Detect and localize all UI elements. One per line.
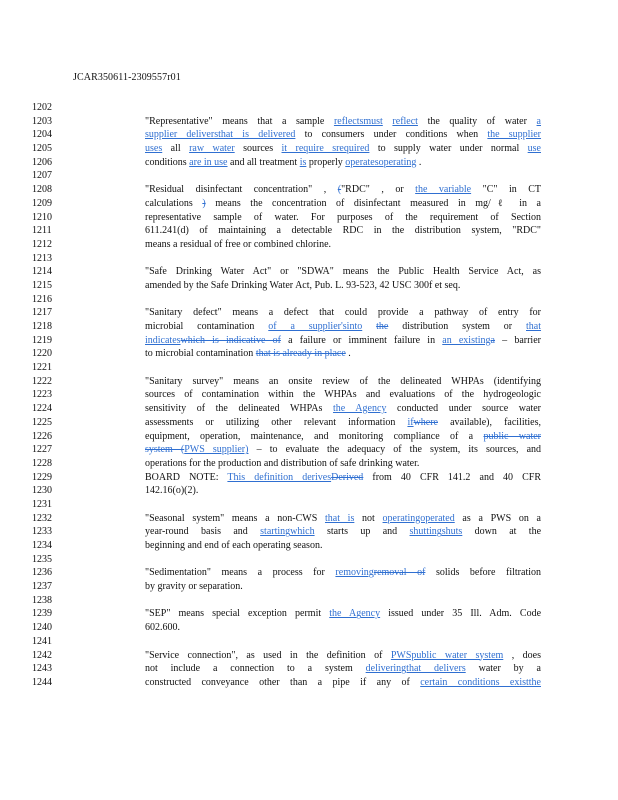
line-number: 1212 <box>32 238 52 250</box>
line-number: 1227 <box>32 444 52 456</box>
text-run: solids before filtration <box>425 567 541 579</box>
inserted-text: it require srequired <box>281 143 370 155</box>
text-line <box>145 416 541 430</box>
line-number: 1202 <box>32 102 52 113</box>
inserted-text: deliveringthat delivers <box>365 663 466 675</box>
inserted-text: the Agency <box>333 403 387 415</box>
text-run: representative sample of water. For purposes of the requirement of Section <box>145 211 541 223</box>
line-number: 1210 <box>32 211 52 223</box>
text-run: by gravity or separation. <box>145 581 243 593</box>
text-line <box>145 580 541 594</box>
line-number: 1237 <box>32 581 52 593</box>
text-run: year-round basis and <box>145 526 261 538</box>
text-line <box>145 265 541 279</box>
blank-line <box>145 498 541 512</box>
inserted-text: removing <box>335 567 374 579</box>
line-number: 1215 <box>32 279 52 291</box>
deleted-text: Derived <box>331 471 364 483</box>
text-run: means a residual of free or combined chlorine. <box>145 238 332 250</box>
text-run: "Sanitary defect" means a defect that could provide a pathway of entry for <box>145 307 541 319</box>
text-line <box>145 676 541 690</box>
text-run: down at the <box>462 526 542 538</box>
blank-line <box>145 361 541 375</box>
text-run: "Seasonal system" means a non-CWS <box>145 512 325 524</box>
blank-line <box>145 101 541 115</box>
text-run: to supply water under normal <box>369 143 528 155</box>
line-number: 1235 <box>32 553 52 565</box>
inserted-text: the supplier <box>487 129 542 141</box>
line-number: 1206 <box>32 156 52 168</box>
text-line <box>145 457 541 471</box>
text-run: sources of contamination within the WHPAs and evaluations of the hydrogeologic <box>145 389 541 401</box>
text-run: microbial contamination <box>145 321 269 332</box>
document-id: JCAR350611-2309557r01 <box>73 72 181 83</box>
text-line <box>145 388 541 402</box>
text-run: "Representative" means that a sample <box>145 115 334 127</box>
text-run: beginning and end of each operating season. <box>145 540 323 551</box>
inserted-text: operatesoperating <box>345 156 417 168</box>
inserted-text: of a supplier'sinto <box>268 321 363 332</box>
line-number: 1220 <box>32 348 52 360</box>
line-number-column <box>32 101 72 690</box>
line-number: 1219 <box>32 334 52 346</box>
line-number: 1236 <box>32 567 52 579</box>
inserted-text: operatingoperated <box>382 512 455 524</box>
blank-line <box>145 169 541 183</box>
text-run: conducted under source water <box>386 403 541 415</box>
deleted-text: public water <box>483 430 541 442</box>
text-line <box>145 115 541 129</box>
text-run: starts up and <box>314 526 410 538</box>
text-run: BOARD NOTE: <box>145 471 228 483</box>
text-line <box>145 279 541 293</box>
deleted-text: removal of <box>373 567 426 579</box>
text-run: conditions <box>145 156 190 168</box>
inserted-text: the Agency <box>329 608 381 620</box>
line-number: 1211 <box>32 225 52 237</box>
line-number: 1225 <box>32 416 52 428</box>
inserted-text: This definition derives <box>227 471 332 483</box>
text-run: . <box>416 156 422 168</box>
line-number: 1218 <box>32 321 52 332</box>
text-run: all <box>162 143 190 155</box>
inserted-text: that is <box>324 512 355 524</box>
text-line <box>145 607 541 621</box>
line-number: 1228 <box>32 457 52 469</box>
text-run: issued under 35 Ill. Adm. Code <box>380 608 542 620</box>
line-number: 1214 <box>32 266 52 278</box>
text-line <box>145 484 541 498</box>
line-number: 1203 <box>32 115 52 127</box>
text-run: from 40 CFR 141.2 and 40 CFR <box>363 471 541 483</box>
text-line <box>145 566 541 580</box>
deleted-text: that is already in place <box>255 348 346 360</box>
text-run: calculations <box>145 197 203 209</box>
deleted-text: ( <box>337 184 342 196</box>
inserted-text: reflect <box>392 115 418 127</box>
text-run: 611.241(d) of maintaining a detectable RDC in the distribution system, "RDC" <box>145 225 541 237</box>
deleted-text: system ( <box>145 444 185 456</box>
text-run: equipment, operation, maintenance, and monitoring compliance of a <box>145 430 484 442</box>
text-line <box>145 156 541 170</box>
line-number: 1244 <box>32 676 52 688</box>
inserted-text: certain conditions existthe <box>420 676 541 688</box>
text-run: "Sanitary survey" means an onsite review of the delineated WHPAs (identifying <box>145 375 541 387</box>
text-run: – to evaluate the adequacy of the system, its sources, and <box>248 444 542 456</box>
text-run: "C" in CT <box>471 184 542 196</box>
line-number: 1204 <box>32 129 52 141</box>
text-run: "SEP" means special exception permit <box>145 608 330 620</box>
deleted-text: a <box>490 334 495 346</box>
line-number: 1221 <box>32 362 52 374</box>
blank-line <box>145 293 541 307</box>
text-line <box>145 183 541 197</box>
text-run: 142.16(o)(2). <box>145 485 199 497</box>
line-number: 1241 <box>32 635 52 647</box>
text-run: "Service connection", as used in the definition of <box>145 649 391 661</box>
line-number: 1209 <box>32 197 52 209</box>
inserted-text: is <box>299 156 307 168</box>
text-run: to consumers under conditions when <box>295 129 488 141</box>
text-line <box>145 649 541 663</box>
inserted-text: uses <box>145 143 163 155</box>
inserted-text: an existing <box>442 334 491 346</box>
line-number: 1243 <box>32 663 52 675</box>
text-run: "RDC" , or <box>341 184 416 196</box>
inserted-text: use <box>527 143 541 155</box>
line-number: 1208 <box>32 184 52 196</box>
inserted-text: a <box>536 115 541 127</box>
text-line <box>145 512 541 526</box>
text-run: sources <box>234 143 282 155</box>
text-run: as a PWS on a <box>454 512 542 524</box>
inserted-text: raw water <box>189 143 235 155</box>
text-run: properly <box>306 156 346 168</box>
text-line <box>145 662 541 676</box>
text-line <box>145 347 541 361</box>
text-line <box>145 539 541 553</box>
text-run: amended by the Safe Drinking Water Act, Pub. L. 93-523, 42 USC 300f et seq. <box>145 279 461 291</box>
blank-line <box>145 594 541 608</box>
line-number: 1240 <box>32 622 52 634</box>
text-run: "Residual disinfectant concentration" , <box>145 184 338 196</box>
text-line <box>145 224 541 238</box>
blank-line <box>145 635 541 649</box>
line-number: 1216 <box>32 293 52 305</box>
inserted-text: PWS supplier) <box>184 444 249 456</box>
deleted-text: which is indicative of <box>180 334 281 346</box>
text-line <box>145 375 541 389</box>
deleted-text: where <box>413 416 438 428</box>
text-run: 602.600. <box>145 622 180 634</box>
inserted-text: reflectsmust <box>333 115 383 127</box>
line-number: 1217 <box>32 307 52 319</box>
inserted-text: that <box>526 321 542 332</box>
text-line <box>145 443 541 457</box>
text-line <box>145 525 541 539</box>
text-run: . <box>345 348 351 360</box>
line-number: 1207 <box>32 170 52 182</box>
blank-line <box>145 553 541 567</box>
text-run: not <box>354 512 383 524</box>
text-run: the quality of water <box>417 115 537 127</box>
text-line <box>145 334 541 348</box>
text-run: "Safe Drinking Water Act" or "SDWA" means the Public Health Service Act, as <box>145 266 541 278</box>
text-line <box>145 402 541 416</box>
text-run: water by a <box>465 663 541 675</box>
line-number: 1233 <box>32 526 52 538</box>
text-line <box>145 142 541 156</box>
line-number: 1226 <box>32 430 52 442</box>
text-run: to microbial contamination <box>145 348 256 360</box>
text-run: means the concentration of disinfectant measured in mg/ℓ in a <box>205 197 541 209</box>
text-line <box>145 197 541 211</box>
line-number: 1205 <box>32 143 52 155</box>
deleted-text: ) <box>202 197 206 209</box>
document-body <box>145 101 541 690</box>
text-line <box>145 430 541 444</box>
text-run: assessments or utilizing other relevant information <box>145 416 408 428</box>
line-number: 1239 <box>32 608 52 620</box>
inserted-text: startingwhich <box>260 526 315 538</box>
text-run <box>362 321 376 332</box>
deleted-text: the <box>376 321 389 332</box>
blank-line <box>145 252 541 266</box>
line-number: 1231 <box>32 498 52 510</box>
line-number: 1213 <box>32 252 52 264</box>
text-run: operations for the production and distribution of safe drinking water. <box>145 457 420 469</box>
inserted-text: PWSpublic water system <box>390 649 504 661</box>
text-run: constructed conveyance other than a pipe if any of <box>145 676 421 688</box>
text-line <box>145 471 541 485</box>
inserted-text: are in use <box>189 156 228 168</box>
text-line <box>145 128 541 142</box>
text-run: sensitivity of the delineated WHPAs <box>145 403 334 415</box>
text-line <box>145 238 541 252</box>
text-run: – barrier <box>494 334 541 346</box>
line-number: 1242 <box>32 649 52 661</box>
text-line <box>145 621 541 635</box>
inserted-text: the variable <box>415 184 472 196</box>
text-run: not include a connection to a system <box>145 663 366 675</box>
text-run: available), facilities, <box>437 416 541 428</box>
text-run: distribution system or <box>388 321 527 332</box>
line-number: 1232 <box>32 512 52 524</box>
line-number: 1234 <box>32 540 52 551</box>
inserted-text: supplier deliversthat is delivered <box>145 129 296 141</box>
text-line <box>145 320 541 334</box>
text-run: , does <box>503 649 541 661</box>
line-number: 1230 <box>32 485 52 497</box>
text-run: a failure or imminent failure in <box>280 334 443 346</box>
line-number: 1224 <box>32 403 52 415</box>
text-run <box>383 116 393 127</box>
line-number: 1222 <box>32 375 52 387</box>
text-run: and all treatment <box>227 156 300 168</box>
inserted-text: if <box>407 416 414 428</box>
line-number: 1223 <box>32 389 52 401</box>
text-run: "Sedimentation" means a process for <box>145 567 336 579</box>
text-line <box>145 306 541 320</box>
inserted-text: shuttingshuts <box>409 526 463 538</box>
line-number: 1238 <box>32 594 52 606</box>
text-line <box>145 211 541 225</box>
inserted-text: indicates <box>145 334 181 346</box>
line-number: 1229 <box>32 471 52 483</box>
